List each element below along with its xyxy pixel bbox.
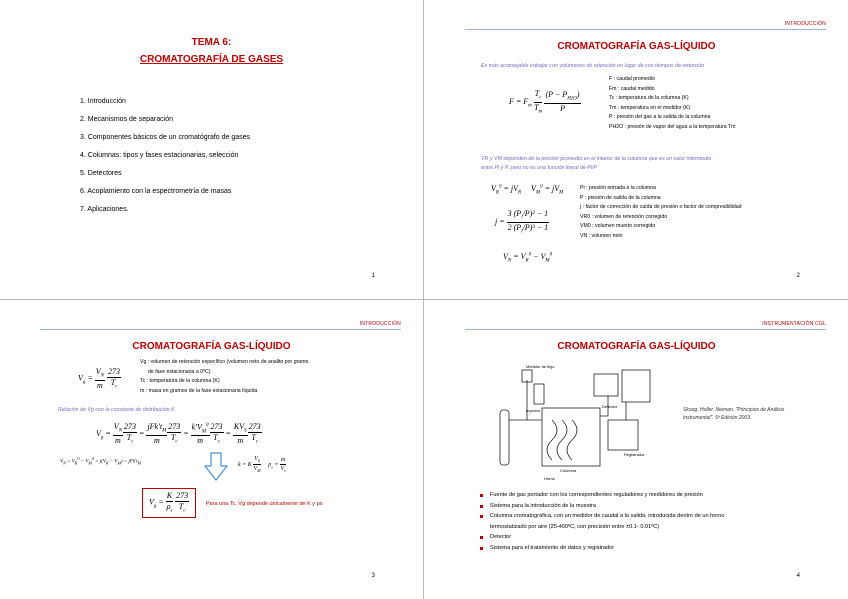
figure-label: Inyector [526,408,541,413]
definition-item: Tc : temperatura de la columna (K) [140,378,220,384]
k-relation: k = K $\frac{V_S}{V_M}$ $\rho_s$ = $\frac{m}{V_s}$ [238,456,286,474]
list-item: Sistema para el tratamiento de datos y registrador [480,543,724,554]
toc-item: 7. Aplicaciones. [80,206,129,213]
definition-item: PH2O : presión de vapor del agua a la temperatura Tm [609,123,736,130]
reference-line: Instrumental". 5ª Edición 2003. [683,415,752,421]
net-volume-relation: $V_N = V_R^0 - V_M^0 = j(V_R - V_M) = jFk't_M$ [60,456,141,466]
definition-item: P : presión de salida de la columna [580,194,661,201]
definition-item: Fm : caudal medido [609,85,655,92]
section-label: INSTRUMENTACIÓN CGL [762,321,826,327]
list-item: Sistema para la introducción de la muestra [480,501,724,512]
definition-item: Vg : volumen de retención específico (volumen neto de analito por gramo [140,359,309,365]
toc-item: 1. Introducción [80,98,126,105]
section-label: INTRODUCCIÓN [784,21,826,27]
list-item: termostatizado por aire (25-400ºC, con precisión entre ±0.1- 0.01ºC) [490,523,660,530]
toc-item: 4. Columnas: tipos y fases estacionarias, selección [80,152,239,159]
section-label: INTRODUCCIÓN [359,321,401,327]
page-number: 2 [796,273,800,279]
slide-3 [0,300,423,599]
definition-item: P : presión del gas a la salida de la columna [609,114,711,120]
figure-label: Registrador [624,452,645,457]
slide2-note-2 [481,155,711,173]
table-of-contents [80,98,250,224]
list-item: Detector [480,532,724,543]
page-number: 3 [371,573,375,579]
figure-label: Columna [560,468,577,473]
slide-1 [0,0,423,299]
definition-item: Pi : presión entrada a la columna [580,185,656,191]
note-line: VR y VM dependen de la presión promedio en el interior de la columna que es un valor intermedio [481,156,712,162]
figure-label: Medidor de flujo [526,364,555,369]
figure-label: Detector [602,404,618,409]
slide1-subtitle: CROMATOGRAFÍA DE GASES [139,54,284,65]
note-line: entre Pi y P, pero no es una función lineal de Pi/P [481,165,597,171]
definition-item: m : masa en gramos de la fase estacionaria líquida [140,387,258,394]
slide3-title: CROMATOGRAFÍA GAS-LÍQUIDO [132,341,291,352]
component-list [480,490,724,553]
distribution-equation: $V_g$ = $\frac{V_N}{m}$ $\frac{273}{T_c}$ = $\frac{jFk't_M}{m}$ $\frac{273}{T_c}$ = $\frac{k'V_M^0}{m}$ $\frac{273}{T_c}$ = $\frac{KV_S}{m}$ $\frac{273}{T_c}$ [96,422,261,446]
net-volume-equation: $V_N = V_R^0 - V_M^0$ [503,252,553,264]
reference-line: Skoog, Holler, Nieman, "Principios de Análisis [683,407,785,413]
list-item: Fuente de gas portador con los correspondientes reguladores y medidores de presión [480,490,724,501]
slide-4 [425,300,848,599]
page-number: 4 [796,573,800,579]
slide4-title: CROMATOGRAFÍA GAS-LÍQUIDO [557,341,716,352]
boxed-result-equation: $V_g$ = $\frac{K}{\rho_s}$ $\frac{273}{T_c}$ [142,488,196,518]
slide2-title: CROMATOGRAFÍA GAS-LÍQUIDO [557,41,716,52]
definition-item: VM0 : volumen muerto corregido [580,223,656,229]
down-arrow-icon [203,452,229,482]
toc-item: 3. Componentes básicos de un cromatógrafo de gases [80,134,251,141]
page-number: 1 [371,273,375,279]
toc-item: 6. Acoplamiento con la espectrometría de masas [80,188,232,195]
list-item: Columna cromatográfica, con un medidor de caudal a la salida, introducida dentro de un horno [480,511,724,522]
section-rule [40,329,401,330]
instrument-diagram [482,360,662,486]
result-note: Para una Tc, Vg depende únicamente de K y ρs [206,501,323,507]
definition-item: de fase estacionaria a 0ºC) [148,368,211,375]
definition-item: VN : volumen neto [580,232,623,239]
slide-2 [425,0,848,299]
pressure-definitions [580,184,741,241]
specific-volume-equation: $V_g$ = $\frac{V_N}{m}$ $\frac{273}{T_c}$ [78,367,121,390]
corrected-volume-equation: $V_R^0 = jV_R$ $V_M^0 = jV_M$ [491,184,564,196]
reference-citation [683,406,784,422]
toc-item: 2. Mecanismos de separación [80,116,173,123]
flow-definitions [609,75,736,132]
figure-label: Horno [544,476,555,481]
definition-item: F : caudal promedio [609,76,655,82]
toc-item: 5. Detectores [80,170,122,177]
gc-schematic-icon [482,360,662,486]
definition-item: Tc : temperatura de la columna (K) [609,95,689,101]
slide3-note: Relación de Vg con la constante de distribución K [58,407,175,413]
section-rule [465,329,826,330]
flow-equation: $F = F_m$ $\frac{T_c}{T_m}$ $\frac{(P - P_{H2O})}{P}$ [509,89,580,115]
definition-item: j : factor de corrección de caída de presión o factor de compresibilidad [580,204,742,210]
section-rule [465,29,826,30]
slide1-title: TEMA 6: [191,37,232,48]
definition-item: Tm : temperatura en el medidor (K) [609,104,691,111]
compressibility-equation: j = $\frac{3 (P_i/P)^2 - 1}{2 (P_i/P)^3 - 1}$ [495,209,549,235]
definition-item: VR0 : volumen de retención corregido [580,213,668,220]
slide2-note-1: Es más aconsejable trabajar con volúmenes de retención en lugar de con tiempos de retención [481,63,705,69]
specific-volume-definitions [140,358,308,396]
